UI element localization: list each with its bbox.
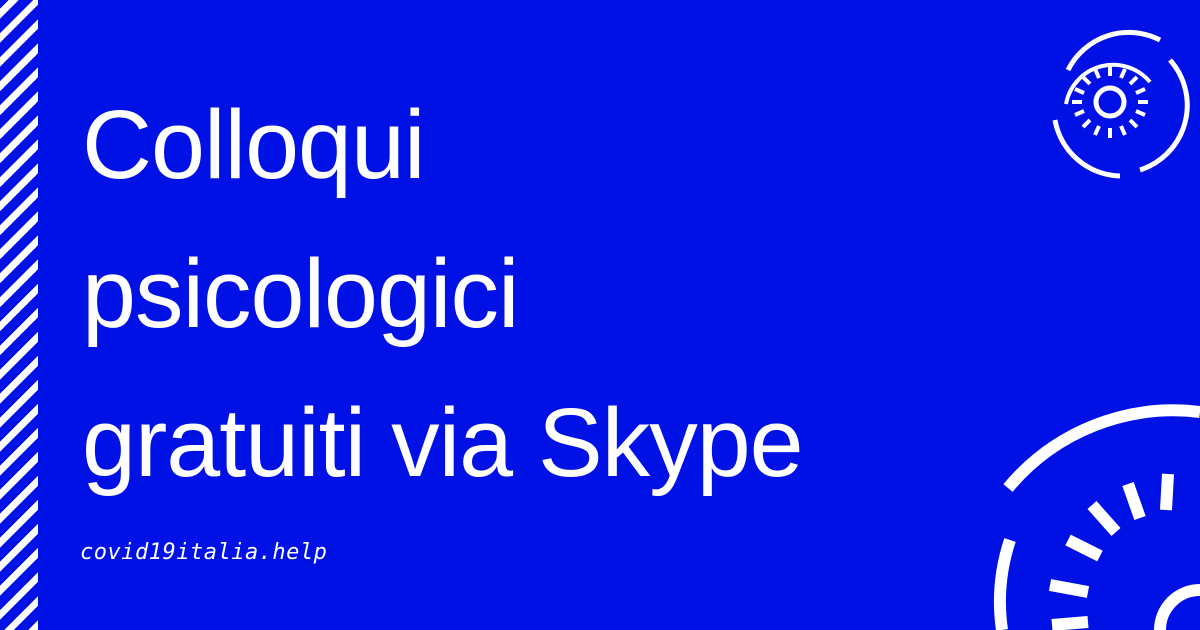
headline-line-2: psicologici (82, 239, 519, 348)
concentric-ring-logo-icon-top (1055, 32, 1187, 176)
headline-line-1: Colloqui (82, 90, 425, 199)
site-url: covid19italia.help (80, 540, 328, 565)
headline-line-3: gratuiti via Skype (82, 388, 803, 497)
concentric-ring-logo-icon-bottom (1000, 410, 1200, 630)
